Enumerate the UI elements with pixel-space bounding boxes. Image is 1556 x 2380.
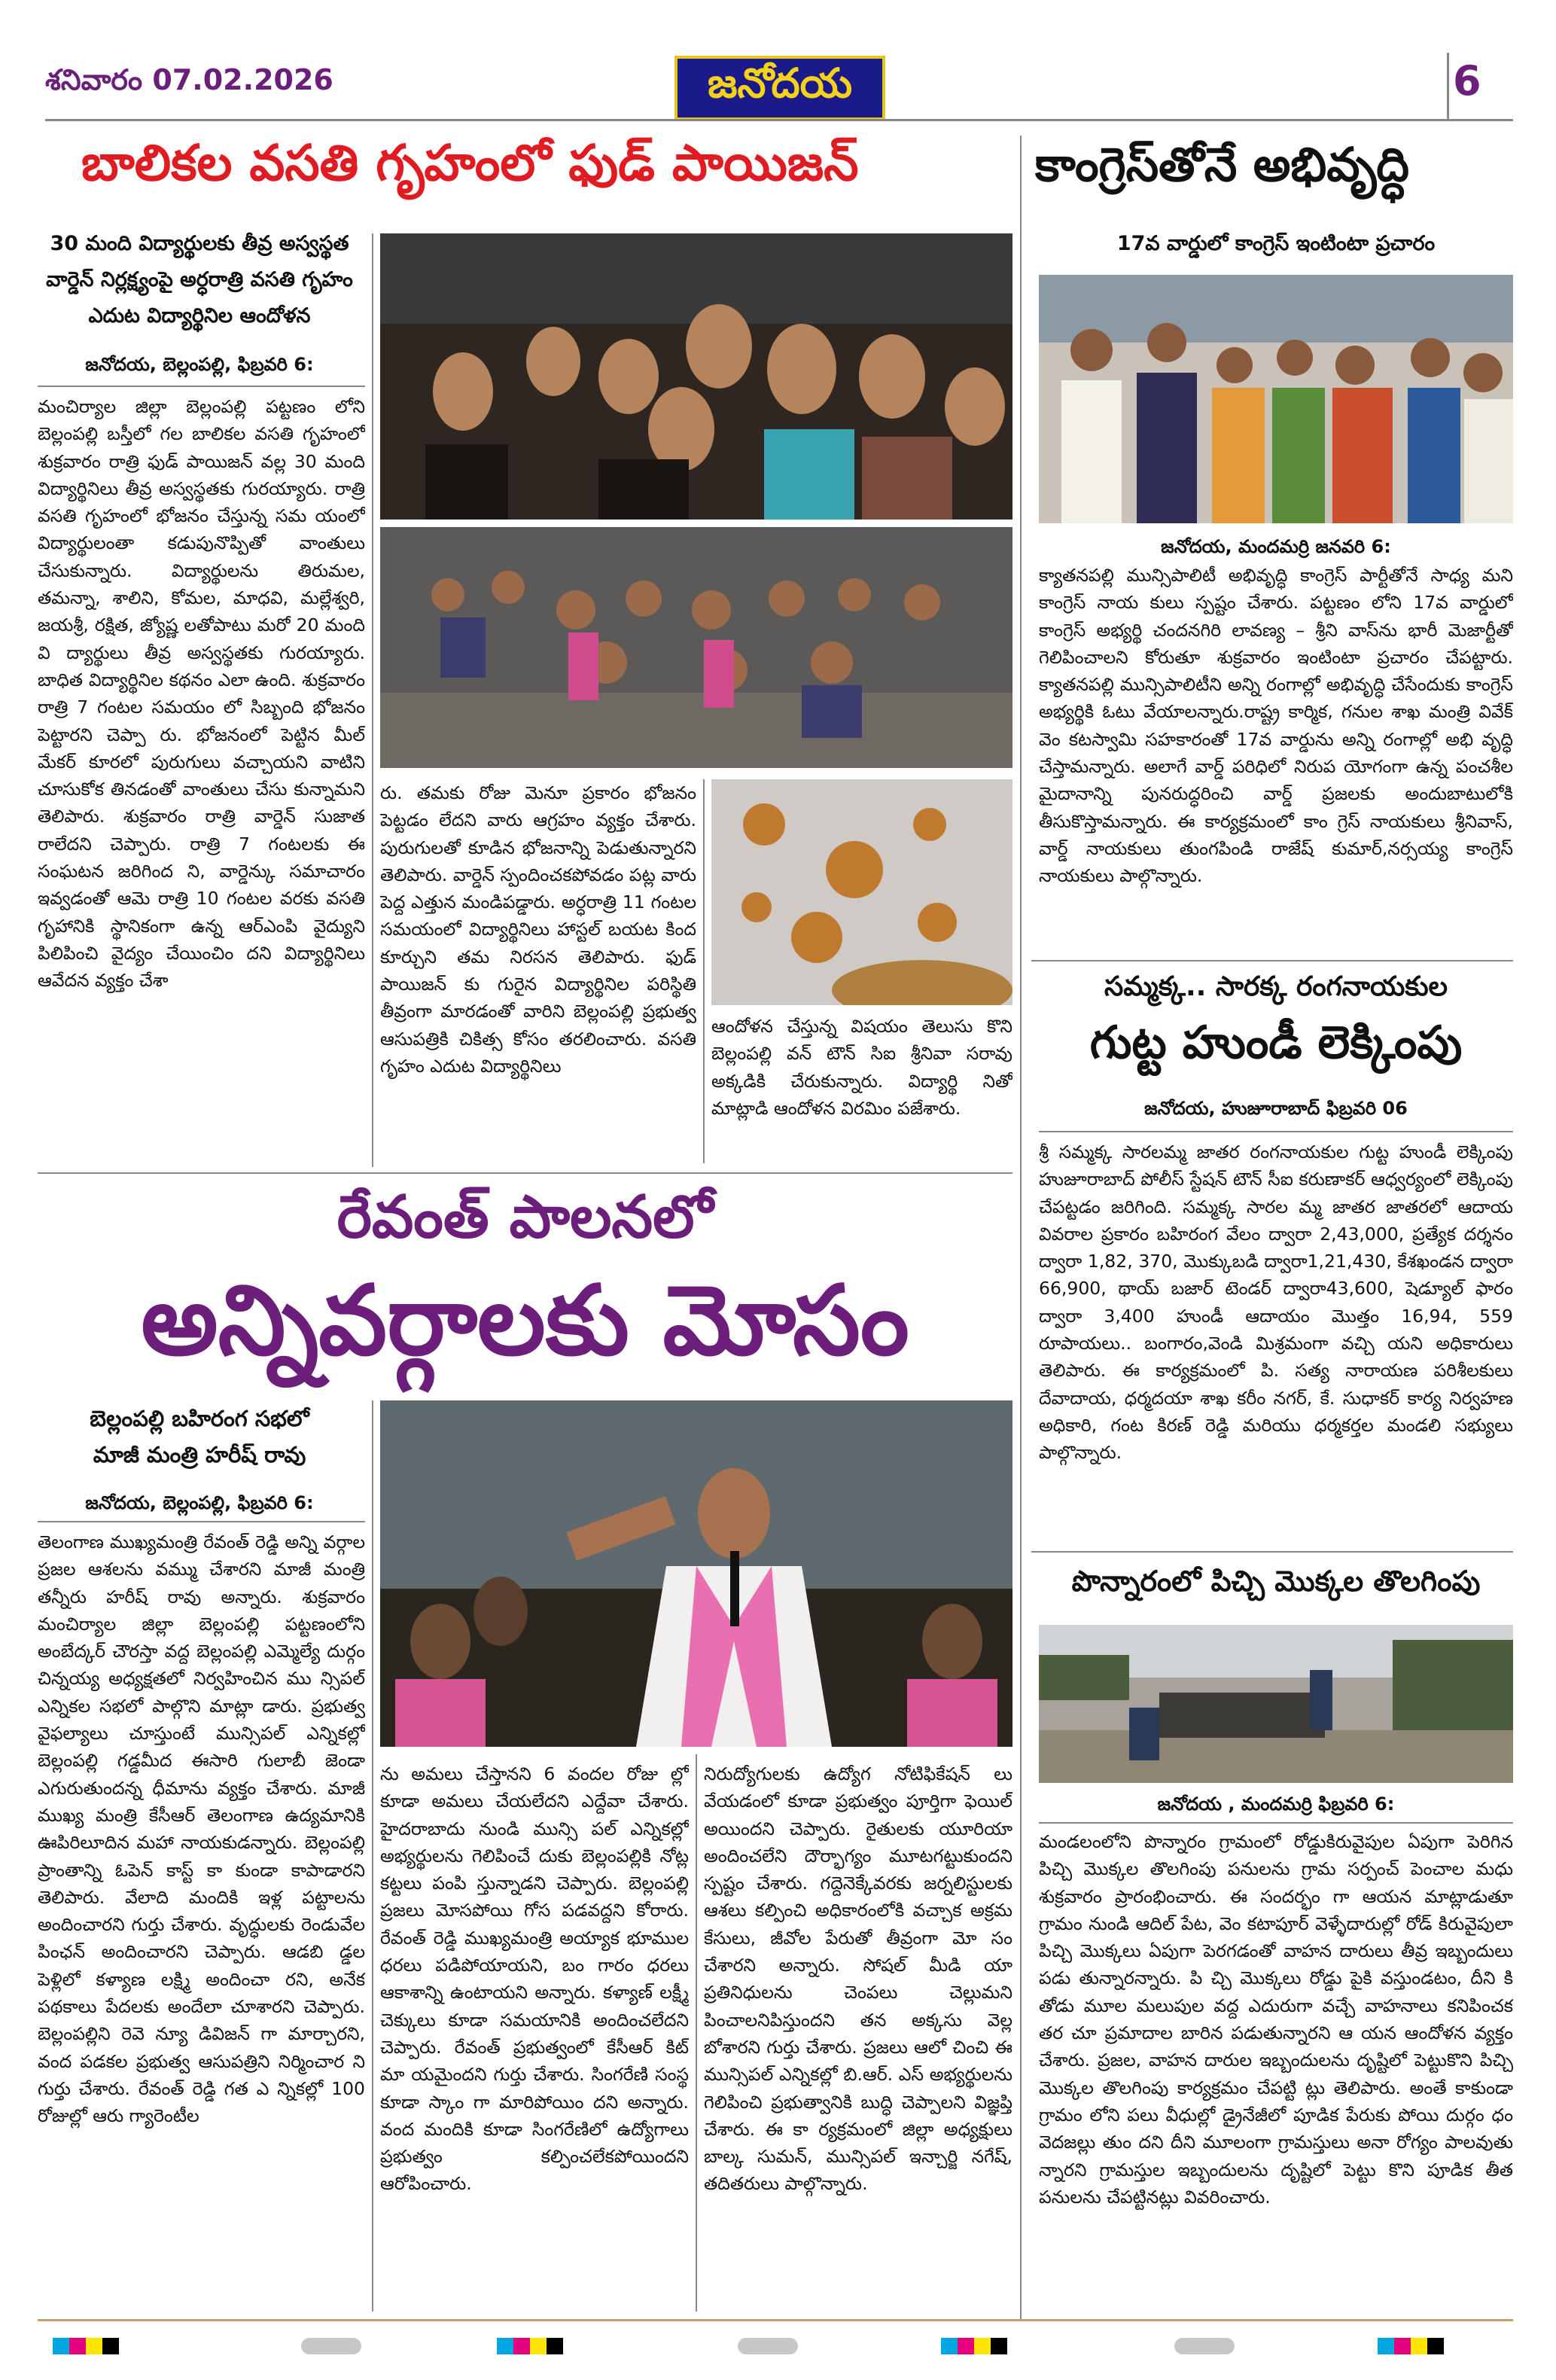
story5-subhead-1: బెల్లంపల్లి బహిరంగ సభలో bbox=[90, 1406, 309, 1431]
page-number: 6 bbox=[1453, 57, 1481, 105]
story4-dateline: జనోదయ , మందమర్రి ఫిబ్రవరి 6: bbox=[1157, 1793, 1395, 1815]
story5-dateline-rule bbox=[38, 1521, 365, 1522]
print-registration-bar-2 bbox=[497, 2338, 563, 2357]
story2-photo-campaign bbox=[1039, 275, 1513, 523]
story2-bottom-rule bbox=[1031, 960, 1513, 961]
story1-column-divider-2 bbox=[703, 779, 705, 1163]
story1-dateline: జనోదయ, బెల్లంపల్లి, ఫిబ్రవరి 6: bbox=[85, 354, 314, 375]
story2-headline: కాంగ్రెస్‌తోనే అభివృద్ధి bbox=[1035, 137, 1410, 192]
story5-top-rule bbox=[38, 1172, 1012, 1174]
story1-subhead-3: ఎదుట విద్యార్థినిల ఆందోళన bbox=[88, 304, 311, 328]
story1-subhead-2: వార్డెన్ నిర్లక్ష్యంపై అర్ధరాత్రి వసతి గృహం bbox=[46, 268, 353, 291]
story3-headline: గుట్ట హుండీ లెక్కింపు bbox=[1089, 1016, 1463, 1069]
story1-dateline-rule bbox=[38, 385, 365, 387]
story5-photo-harish-rao-speech bbox=[380, 1400, 1012, 1747]
story5-dateline: జనోదయ, బెల్లంపల్లి, ఫిబ్రవరి 6: bbox=[85, 1492, 314, 1513]
story1-column-2: రు. తమకు రోజు మెనూ ప్రకారం భోజనం పెట్టడం లేదని వారు ఆగ్రహం వ్యక్తం చేశారు. పురుగులతో కూడిన భోజనాన్ని పెడుతున్నారని తెలిపారు. వార్డెన్ స్పందించకపోవడం పట్ల వారు పెద్ద ఎత్తున మండిపడ్డారు. అర్ధరాత్రి 11 గంటల సమయంలో విద్యార్థినిలు హాస్టల్ బయట కింద కూర్చుని తమ నిరసన తెలిపారు. ఫుడ్ పాయిజన్ కు గురైన విద్యార్థినిల పరిస్థితి తీవ్రంగా మారడంతో వారిని బెల్లంపల్లి ప్రభుత్వ ఆసుపత్రికి చికిత్స కోసం తరలించారు. వసతి గృహం ఎదుట విద్యార్థినిలు bbox=[380, 782, 696, 1077]
story5-headline-top: రేవంత్ పాలనలో bbox=[336, 1184, 714, 1251]
story3-dateline: జనోదయ, హుజూరాబాద్ ఫిబ్రవరి 06 bbox=[1144, 1098, 1408, 1119]
story5-subhead-2: మాజీ మంత్రి హరీష్ రావు bbox=[93, 1442, 306, 1467]
story3-body: శ్రీ సమ్మక్క సారలమ్మ జాతర రంగనాయకుల గుట్ట హుండీ లెక్కింపు హుజూరాబాద్ పోలీస్ స్టేషన్ టౌన్ సీఐ కరుణాకర్ ఆధ్వర్యంలో లెక్కింపు చేపట్టడం జరిగింది. సమ్మక్క సారల మ్మ జాతర జాతరలో ఆదాయ వివరాల ప్రకారం బహిరంగ వేలం ద్వారా 2,43,000, ప్రత్యేక దర్శనం ద్వారా 1,82, 370, మొక్కుబడి ద్వారా1,21,430, కేశఖండన ద్వారా 66,900, థాయ్ బజార్ టెండర్ ద్వారా43,600, షెడ్యూల్ ఫారం ద్వారా 3,400 హుండీ ఆదాయం మొత్తం 16,94, 559 రూపాయలు.. బంగారం,వెండి మిశ్రమంగా వచ్చి యని అధికారులు తెలిపారు. ఈ కార్యక్రమంలో పి. సత్య నారాయణ పరిశీలకులు దేవాదాయ, ధర్మదయా శాఖ కరీం నగర్, కే. సుధాకర్ కార్య నిర్వహణ అధికారి, గంట కిరణ్ రెడ్డి మరియు ధర్మకర్తల మండలి సభ్యులు పాల్గొన్నారు. bbox=[1039, 1141, 1513, 1464]
story1-subheads bbox=[38, 226, 361, 334]
story4-headline: పొన్నారంలో పిచ్చి మొక్కల తొలగింపు bbox=[1071, 1565, 1481, 1598]
print-registration-bar-1 bbox=[53, 2338, 119, 2357]
story3-dateline-rule bbox=[1039, 1131, 1513, 1132]
print-registration-bar-3 bbox=[941, 2338, 1007, 2357]
story4-body: మండలంలోని పొన్నారం గ్రామంలో రోడ్డుకిరువైపుల ఏపుగా పెరిగిన పిచ్చి మొక్కల తొలగింపు పనులను గ్రామ సర్పంచ్ పెంచాల మధు శుక్రవారం ప్రారంభించారు. ఈ సందర్భం గా ఆయన మాట్లాడుతూ గ్రామం నుండి ఆదిల్ పేట, వెం కటాపూర్ వెళ్ళేదారుల్లో రోడ్ కిరువైపులా పిచ్చి మొక్కలు ఏపుగా పెరగడంతో వాహన దారులు తీవ్ర ఇబ్బందులు పడు తున్నారన్నారు. పి చ్చి మొక్కలు రోడ్డు పైకి వస్తుండటం, దీని కి తోడు మూల మలుపుల వద్ద ఎదురుగా వచ్చే వాహనాలు కనిపించక తర చూ ప్రమాదాల బారిన పడుతున్నారని ఆ యన ఆందోళన వ్యక్తం చేశారు. ప్రజల, వాహన దారుల ఇబ్బందులను దృష్టిలో పెట్టుకొని పిచ్చి మొక్కల తొలగింపు కార్యక్రమం చేపట్టి ట్లు తెలిపారు. అంతే కాకుండా గ్రామం లోని పలు వీధుల్లో డ్రైనేజీలో పూడిక పేరుకు పోయి దుర్గం ధం వెదజల్లు తుం దని దీని మూలంగా గ్రామస్తులు అనా రోగ్యం పాలవుతు న్నారని గ్రామస్తుల ఇబ్బందులను దృష్టిలో పెట్టు కొని పూడిక తీత పనులను చేపట్టినట్లు వివరించారు. bbox=[1039, 1831, 1513, 2208]
story5-column-1: తెలంగాణ ముఖ్యమంత్రి రేవంత్ రెడ్డి అన్ని వర్గాల ప్రజల ఆశలను వమ్ము చేశారని మాజీ మంత్రి తన్నీరు హరీష్ రావు అన్నారు. శుక్రవారం మంచిర్యాల జిల్లా బెల్లంపల్లి పట్టణంలోని అంబేద్కర్ చౌరస్తా వద్ద బెల్లంపల్లి ఎమ్మెల్యే దుర్గం చిన్నయ్య అధ్యక్షతలో నిర్వహించిన ము న్సిపల్ ఎన్నికల సభలో పాల్గొని మాట్లా డారు. ప్రభుత్వ వైఫల్యాలు చూస్తుంటే మున్సిపల్ ఎన్నికల్లో బెల్లంపల్లి గడ్డమీద ఈసారి గులాబీ జెండా ఎగురుతుందన్న ధీమాను వ్యక్తం చేశారు. మాజీ ముఖ్య మంత్రి కేసీఆర్ తెలంగాణ ఉద్యమానికి ఊపిరిలూదిన మహా నాయకుడన్నారు. బెల్లంపల్లి ప్రాంతాన్ని ఓపెన్ కాస్ట్ కా కుండా కాపాడారని తెలిపారు. వేలాది మందికి ఇళ్ల పట్టాలను అందించారని గుర్తు చేశారు. వృద్ధులకు రెండువేల పింఛన్ అందించారని చెప్పారు. ఆడబి డ్డల పెళ్లిలో కళ్యాణ లక్ష్మి అందించా రని, అనేక పథకాలు పేదలకు అందేలా చూశారని చెప్పారు. బెల్లంపల్లిని రెవె న్యూ డివిజన్ గా మార్చారని, వంద పడకల ప్రభుత్వ ఆసుపత్రిని నిర్మించార ని గుర్తు చేశారు. రేవంత్ రెడ్డి గత ఎ న్నికల్లో 100 రోజుల్లో ఆరు గ్యారెంటీల bbox=[38, 1531, 365, 2127]
story1-photo-students-crowd bbox=[380, 233, 1012, 520]
story5-column-divider-2 bbox=[696, 1754, 697, 2311]
masthead-logo: జనోదయ bbox=[674, 56, 885, 120]
story5-column-3: నిరుద్యోగులకు ఉద్యోగ నోటిఫికేషన్ లు వేయడంలో కూడా ప్రభుత్వం పూర్తిగా ఫెయిల్ అయిందని చెప్పారు. రైతులకు యూరియా అందించలేని దౌర్భాగ్యం మూటగట్టుకుందని స్పష్టం చేశారు. గద్దెనెక్కేవరకు జర్నలిస్టులకు ఆశలు కల్పించి అధికారంలోకి వచ్చాక అక్రమ కేసులు, జీవోల పేరుతో తీవ్రంగా మో సం చేశారని అన్నారు. సోషల్ మీడి యా ప్రతినిధులను చెంపలు చెల్లుమని పించాలనిపిస్తుందని తన అక్కసు వెల్ల బోశారని గుర్తు చేశారు. ప్రజలు ఆలో చించి ఈ మున్సిపల్ ఎన్నికల్లో బి.ఆర్. ఎస్ అభ్యర్థులను గెలిపించి ప్రభుత్వానికి బుద్ధి చెప్పాలని విజ్ఞప్తి చేశారు. ఈ కా ర్యక్రమంలో జిల్లా అధ్యక్షులు బాల్క సుమన్, మున్సిపల్ ఇన్చార్జి నగేష్, తదితరులు పాల్గొన్నారు. bbox=[704, 1763, 1012, 2195]
story1-column-3: ఆందోళన చేస్తున్న విషయం తెలుసు కొని బెల్లంపల్లి వన్ టౌన్ సిఐ శ్రీనివా సరావు అక్కడికి చేరుకున్నారు. విద్యార్థి నితో మాట్లాడి ఆందోళన విరమిం పజేశారు. bbox=[711, 1016, 1012, 1119]
story1-headline: బాలికల వసతి గృహంలో ఫుడ్ పాయిజన్ bbox=[81, 134, 859, 192]
story3-bottom-rule bbox=[1031, 1551, 1513, 1553]
story1-photo-food-curry bbox=[711, 779, 1012, 1005]
print-registration-bar-4 bbox=[1378, 2338, 1444, 2357]
header-rule bbox=[45, 119, 1513, 121]
story5-headline-main: అన్నివర్గాలకు మోసం bbox=[141, 1265, 909, 1377]
main-column-divider bbox=[1020, 136, 1022, 2319]
story4-dateline-rule bbox=[1039, 1822, 1513, 1824]
print-registration-oval-2 bbox=[738, 2338, 798, 2354]
story5-subheads bbox=[38, 1400, 361, 1473]
footer-rule bbox=[38, 2319, 1513, 2321]
story5-column-2: ను అమలు చేస్తానని 6 వందల రోజు ల్లో కూడా అమలు చేయలేదని ఎద్దేవా చేశారు. హైదరాబాదు నుండి మున్సి పల్ ఎన్నికల్లో అభ్యర్థులను గెలిపించే దుకు బెల్లంపల్లికి నోట్ల కట్టలు పంపి స్తున్నాడని చెప్పారు. బెల్లంపల్లి ప్రజలు మోసపోయి గోస పడవద్దని కోరారు. రేవంత్ రెడ్డి ముఖ్యమంత్రి అయ్యాక భూముల ధరలు పడిపోయాయని, బం గారం ధరలు ఆకాశాన్ని ఉంటాయని అన్నారు. కళ్యాణ్ లక్ష్మీ చెక్కులు కూడా సమయానికి అందించలేదని చెప్పారు. రేవంత్ ప్రభుత్వంలో కేసీఆర్ కిట్ మా యమైందని గుర్తు చేశారు. సింగరేణి సంస్థ కూడా స్కాం గా మారిపోయిం దని అన్నారు. వంద మందికి కూడా సింగరేణిలో ఉద్యోగాలు ప్రభుత్వం కల్పించలేకపోయిందని ఆరోపించారు. bbox=[380, 1763, 689, 2195]
story2-dateline: జనోదయ, మందమర్రి జనవరి 6: bbox=[1161, 536, 1391, 557]
story1-photo-students-sitting bbox=[380, 527, 1012, 768]
print-registration-oval-3 bbox=[1174, 2338, 1235, 2354]
story3-kicker: సమ్మక్క.. సారక్క రంగనాయకుల bbox=[1104, 971, 1448, 1002]
story1-column-1: మంచిర్యాల జిల్లా బెల్లంపల్లి పట్టణం లోని బెల్లంపల్లి బస్తీలో గల బాలికల వసతి గృహంలో శుక్రవారం రాత్రి ఫుడ్ పాయిజన్ వల్ల 30 మంది విద్యార్థినిలు తీవ్ర అస్వస్థతకు గురయ్యారు. రాత్రి వసతి గృహంలో భోజనం చేస్తున్న సమ యంలో విద్యార్థులంతా కడుపునొప్పితో వాంతులు చేసుకున్నారు. విద్యార్థులను తిరుమల, తమన్నా, శాలిని, కోమల, మాధవి, మల్లేశ్వరి, జయశ్రీ, రక్షిత, జ్యోష్ణ లతోపాటు మరో 20 మంది వి ద్యార్థులు తీవ్ర అస్వస్థతకు గురయ్యారు. బాధిత విద్యార్థినిల కథనం ఎలా ఉంది. శుక్రవారం రాత్రి 7 గంటల సమయం లో సిబ్బంది భోజనం పెట్టారని చెప్పా రు. భోజనంలో పెట్టిన మీల్ మేకర్ కూరలో పురుగులు వచ్చాయని వాటిని చూసుకోక తినడంతో వాంతులు చేసు కున్నామని తెలిపారు. శుక్రవారం రాత్రి వార్డెన్ సుజాత రాలేదని చెప్పారు. రాత్రి 7 గంటలకు ఈ సంఘటన జరిగింద ని, వార్డెన్కు సమాచారం ఇవ్వడంతో ఆమె రాత్రి 10 గంటల వరకు వసతి గృహానికి స్థానికంగా ఉన్న ఆర్ఎంపి వైద్యుని పిలిపించి వైద్యం చేయించిం దని విద్యార్థినిలు ఆవేదన వ్యక్తం చేశా bbox=[38, 396, 365, 992]
story1-subhead-1: 30 మంది విద్యార్థులకు తీవ్ర అస్వస్థత bbox=[50, 232, 349, 255]
page-number-divider bbox=[1447, 53, 1449, 120]
story2-body: క్యాతనపల్లి మున్సిపాలిటీ అభివృద్ధి కాంగ్రెస్ పార్టీతోనే సాధ్య మని కాంగ్రెస్ నాయ కులు స్పష్టం చేశారు. పట్టణం లోని 17వ వార్డులో కాంగ్రెస్ అభ్యర్థి చందనగిరి లావణ్య – శ్రీని వాస్‌ను భారీ మెజార్టీతో గెలిపించాలని కోరుతూ శుక్రవారం ఇంటింటా ప్రచారం చేపట్టారు. క్యాతనపల్లి మున్సిపాలిటీని అన్ని రంగాల్లో అభివృద్ధి చేసేందుకు కాంగ్రెస్ అభ్యర్థికి ఓటు వేయాలన్నారు.రాష్ట్ర కార్మిక, గనుల శాఖ మంత్రి వివేక్ వెం కటస్వామి సహకారంతో 17వ వార్డును అన్ని రంగాల్లో అభి వృద్ధి చేస్తామన్నారు. అలాగే వార్డ్ పరిధిలో నిరుప యోగంగా ఉన్న పంచశీల మైదానాన్ని పునరుద్ధరించి వార్డ్ ప్రజలకు అందుబాటులోకి తీసుకొస్తామన్నారు. ఈ కార్యక్రమంలో కాం గ్రెస్ నాయకులు శ్రీనివాస్, వార్డ్ నాయకులు తుంగపిండి రాజేష్ కుమార్,నర్సయ్య కాంగ్రెస్ నాయకులు పాల్గొన్నారు. bbox=[1039, 565, 1513, 887]
story2-subhead: 17వ వార్డులో కాంగ్రెస్ ఇంటింటా ప్రచారం bbox=[1116, 232, 1436, 255]
issue-date: శనివారం 07.02.2026 bbox=[45, 63, 333, 96]
story4-photo-clearing-bushes bbox=[1039, 1625, 1513, 1783]
print-registration-oval-1 bbox=[301, 2338, 361, 2354]
story5-column-divider-1 bbox=[372, 1400, 373, 2311]
story1-column-divider-1 bbox=[372, 233, 373, 1167]
